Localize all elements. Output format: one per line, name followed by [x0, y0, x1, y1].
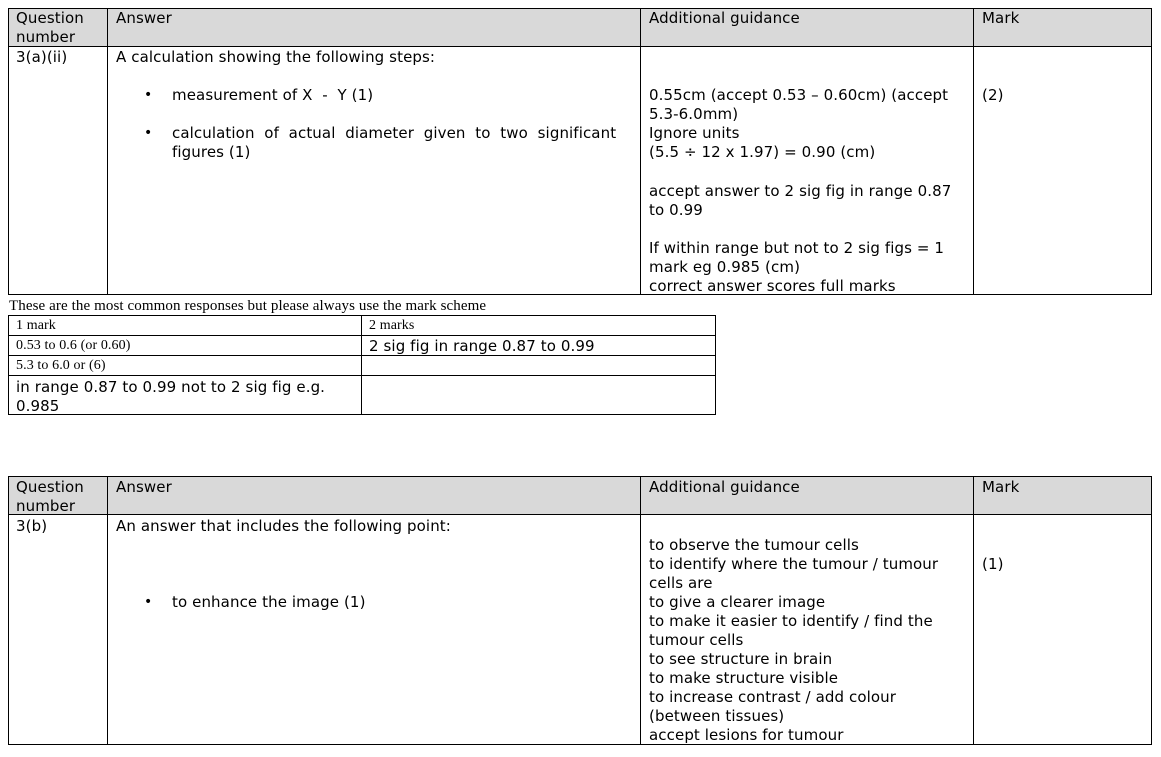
guidance-line: Ignore units [649, 124, 740, 142]
col1-header: 1 mark [16, 318, 56, 333]
bullet-icon: • [144, 87, 153, 103]
header-guidance: Additional guidance [649, 9, 800, 27]
guidance-line: to increase contrast / add colour [649, 688, 897, 706]
guidance-line: to give a clearer image [649, 593, 826, 611]
header-number: number [16, 28, 76, 46]
mark-value: (1) [982, 555, 1004, 573]
guidance-line: (between tissues) [649, 707, 785, 725]
header-question: Question [16, 478, 84, 496]
question-number: 3(a)(ii) [16, 48, 68, 66]
guidance-line: accept answer to 2 sig fig in range 0.87 [649, 182, 952, 200]
answer-intro: A calculation showing the following steps: [116, 48, 436, 66]
answer-intro: An answer that includes the following point: [116, 517, 451, 535]
response-cell: 0.53 to 0.6 (or 0.60) [16, 338, 131, 353]
bullet-icon: • [144, 125, 153, 141]
header-mark: Mark [982, 9, 1020, 27]
guidance-line: 0.55cm (accept 0.53 – 0.60cm) (accept [649, 86, 949, 104]
answer-bullet: to enhance the image (1) [172, 593, 366, 611]
response-cell: 2 sig fig in range 0.87 to 0.99 [369, 337, 595, 355]
response-cell: 0.985 [16, 397, 60, 415]
header-answer: Answer [116, 478, 172, 496]
guidance-line: cells are [649, 574, 713, 592]
col2-header: 2 marks [369, 318, 415, 333]
common-responses-note: These are the most common responses but please always use the mark scheme [9, 298, 487, 314]
guidance-line: accept lesions for tumour [649, 726, 844, 744]
header-question: Question [16, 9, 84, 27]
guidance-line: 5.3-6.0mm) [649, 105, 739, 123]
guidance-line: to 0.99 [649, 201, 703, 219]
answer-bullet-1: measurement of X - Y (1) [172, 86, 374, 104]
guidance-line: to see structure in brain [649, 650, 833, 668]
answer-bullet-2-cont: figures (1) [172, 143, 251, 161]
header-answer: Answer [116, 9, 172, 27]
header-mark: Mark [982, 478, 1020, 496]
header-number: number [16, 497, 76, 515]
table-2-header-bg [9, 476, 1152, 514]
answer-bullet-2: calculation of actual diameter given to two significant [172, 124, 617, 142]
guidance-line: to identify where the tumour / tumour [649, 555, 939, 573]
guidance-line: correct answer scores full marks [649, 277, 896, 295]
mark-value: (2) [982, 86, 1004, 104]
table-1-header-bg [9, 8, 1152, 46]
bullet-icon: • [144, 594, 153, 610]
response-cell: 5.3 to 6.0 or (6) [16, 358, 106, 373]
guidance-line: to observe the tumour cells [649, 536, 859, 554]
guidance-line: (5.5 ÷ 12 x 1.97) = 0.90 (cm) [649, 143, 876, 161]
guidance-line: If within range but not to 2 sig figs = 1 [649, 239, 945, 257]
question-number: 3(b) [16, 517, 48, 535]
guidance-line: tumour cells [649, 631, 744, 649]
guidance-line: to make it easier to identify / find the [649, 612, 933, 630]
header-guidance: Additional guidance [649, 478, 800, 496]
guidance-line: mark eg 0.985 (cm) [649, 258, 801, 276]
response-cell: in range 0.87 to 0.99 not to 2 sig fig e.g. [16, 378, 326, 396]
guidance-line: to make structure visible [649, 669, 839, 687]
